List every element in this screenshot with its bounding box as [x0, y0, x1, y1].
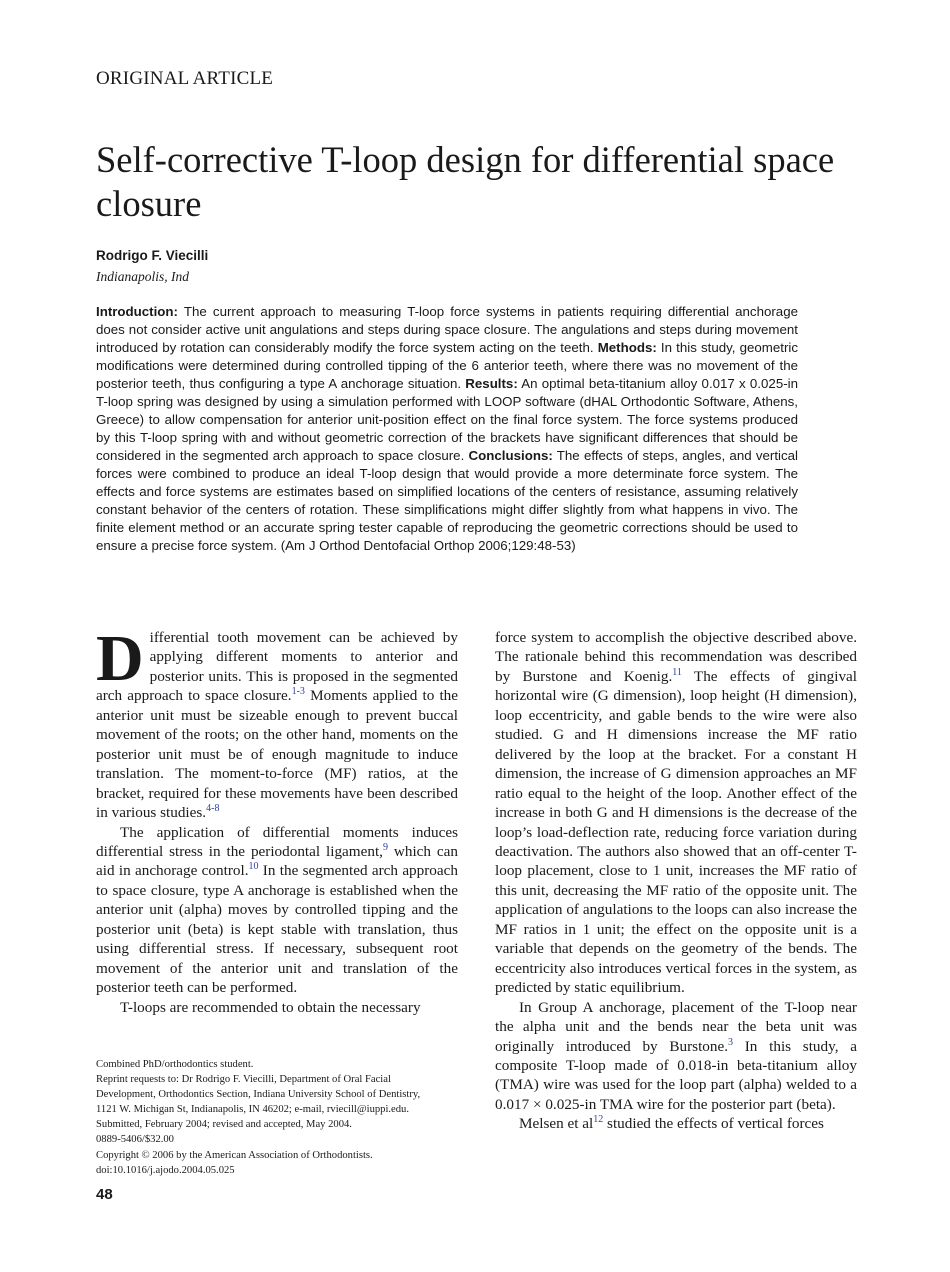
- paragraph-text: Melsen et al: [519, 1115, 594, 1133]
- abstract-results-label: Results:: [465, 376, 518, 391]
- paragraph-text: ifferential tooth movement can be achieved by applying different moments to anterior and posterior units. This is proposed in the segmented arch approach to space closure.: [96, 629, 458, 705]
- abstract-introduction-text: The current approach to measuring T-loop force systems in patients requiring differential anchorage does not consider active unit angulations and steps during space closure. The angulations and steps during movement introduced by rotation can considerably modify the force system acting on the teeth.: [96, 304, 798, 355]
- body-paragraph: [96, 998, 458, 1017]
- footnote-line: 0889-5406/$32.00: [96, 1134, 174, 1146]
- abstract-introduction-label: Introduction:: [96, 304, 178, 319]
- abstract-conclusions-label: Conclusions:: [468, 448, 553, 463]
- paragraph-text: In this study, a composite T-loop made of 0.018-in beta-titanium alloy (TMA) wire was used for the loop part (alpha) welded to a 0.017 × 0.025-in TMA wire for the posterior part (beta).: [495, 1037, 857, 1113]
- footnote-line: Submitted, February 2004; revised and accepted, May 2004.: [96, 1119, 352, 1131]
- footnote-line: Reprint requests to: Dr Rodrigo F. Viecilli, Department of Oral Facial: [96, 1074, 391, 1086]
- citation-link[interactable]: 3: [728, 1036, 734, 1048]
- body-paragraph: [495, 628, 857, 998]
- body-column-left: [96, 622, 458, 1017]
- paragraph-text: Moments applied to the anterior unit must be sizeable enough to prevent buccal movement of the roots; on the other hand, moments on the posterior unit must be of enough magnitude to induce translation. The moment-to-force (MF) ratios, at the bracket, required for these movements have been described in various studies.: [96, 687, 458, 822]
- paragraph-text: In the segmented arch approach to space closure, type A anchorage is established when the anterior unit (alpha) moves by controlled tipping and the posterior unit (beta) is kept stable with translation, thus using differential stress. If necessary, subsequent root movement of the anterior unit and translation of the posterior teeth can be performed.: [96, 862, 458, 997]
- body-paragraph: [495, 998, 857, 1115]
- section-label: ORIGINAL ARTICLE: [96, 68, 274, 89]
- citation-link[interactable]: 4-8: [206, 803, 220, 815]
- paragraph-text: force system to accomplish the objective described above. The rationale behind this recommendation was described by Burstone and Koenig.: [495, 629, 857, 685]
- abstract-methods-text: In this study, geometric modifications were determined during controlled tipping of the 6 anterior teeth, where there was no movement of the posterior teeth, thus configuring a type A anchorage situation.: [96, 340, 798, 391]
- footnotes: [96, 1057, 458, 1178]
- body-paragraph: [96, 622, 458, 823]
- footnote-line: Combined PhD/orthodontics student.: [96, 1059, 254, 1070]
- paragraph-text: T-loops are recommended to obtain the necessary: [120, 998, 421, 1016]
- citation-link[interactable]: 12: [593, 1114, 604, 1126]
- paragraph-text: which can aid in anchorage control.: [96, 842, 458, 880]
- footnote-line: 1121 W. Michigan St, Indianapolis, IN 46202; e-mail, rviecill@iuppi.edu.: [96, 1104, 410, 1116]
- footnote-line[interactable]: doi:10.1016/j.ajodo.2004.05.025: [96, 1164, 235, 1176]
- citation-link[interactable]: 11: [672, 666, 682, 678]
- author-name: Rodrigo F. Viecilli: [96, 248, 209, 263]
- paragraph-text: The effects of gingival horizontal wire (G dimension), loop height (H dimension), loop eccentricity, and gable bends to the wire were also studied. G and H dimensions increase the MF ratio delivered by the loop at the bracket. For a constant H dimension, the increase of G dimension approaches an MF ratio equal to the height of the loop. Another effect of the increase in both G and H dimensions is the decrease of the loop’s load-deflection rate, reducing force variation during deactivation. The authors also showed that an off-center T-loop placement, close to 1 unit, increases the MF ratio of this unit, decreasing the MF ratio of the opposite unit. The application of angulations to the loops can also increase the MF ratios in 1 unit; the effect on the opposite unit is a variable that depends on the geometry of the bends. The eccentricity also introduces vertical forces in the system, as predicted by static equilibrium.: [495, 667, 857, 997]
- abstract: [96, 303, 798, 555]
- body-column-right: [495, 628, 857, 1134]
- author-affiliation: Indianapolis, Ind: [96, 269, 189, 284]
- abstract-results-text: An optimal beta-titanium alloy 0.017 x 0.025-in T-loop spring was designed by using a simulation performed with LOOP software (dHAL Orthodontic Software, Athens, Greece) to allow compensation for anterior unit-position effect on the final force system. The force systems produced by this T-loop spring with and without geometric correction of the brackets have significant differences that should be considered in the segmented arch approach to space closure.: [96, 376, 798, 463]
- paragraph-text: studied the effects of vertical forces: [603, 1115, 824, 1133]
- citation-link[interactable]: 10: [248, 861, 259, 873]
- body-paragraph: [495, 1114, 857, 1133]
- footnote-line: Copyright © 2006 by the American Association of Orthodontists.: [96, 1149, 373, 1161]
- abstract-methods-label: Methods:: [597, 340, 657, 355]
- article-title: Self-corrective T-loop design for differential space closure: [96, 139, 835, 224]
- citation-link[interactable]: 1-3: [291, 686, 305, 698]
- drop-cap: D: [96, 622, 144, 695]
- footnote-line: Development, Orthodontics Section, Indiana University School of Dentistry,: [96, 1089, 421, 1101]
- paragraph-text: In Group A anchorage, placement of the T-loop near the alpha unit and the bends near the beta unit was originally introduced by Burstone.: [495, 998, 857, 1055]
- body-paragraph: [96, 823, 458, 998]
- page-number: 48: [96, 1186, 113, 1203]
- citation-link[interactable]: 9: [382, 841, 388, 853]
- paragraph-text: The application of differential moments induces differential stress in the periodontal ligament,: [96, 823, 458, 860]
- abstract-conclusions-text: The effects of steps, angles, and vertical forces were combined to produce an ideal T-loop design that would provide a more determinate force system. The effects and force systems are estimates based on simplified locations of the centers of resistance, assuming relatively constant behavior of the centers of rotation. These simplifications might differ slightly from what happens in vivo. The finite element method or an accurate spring tester capable of reproducing the geometric corrections should be used to ensure a precise force system. (Am J Orthod Dentofacial Orthop 2006;129:48-53): [96, 448, 798, 553]
